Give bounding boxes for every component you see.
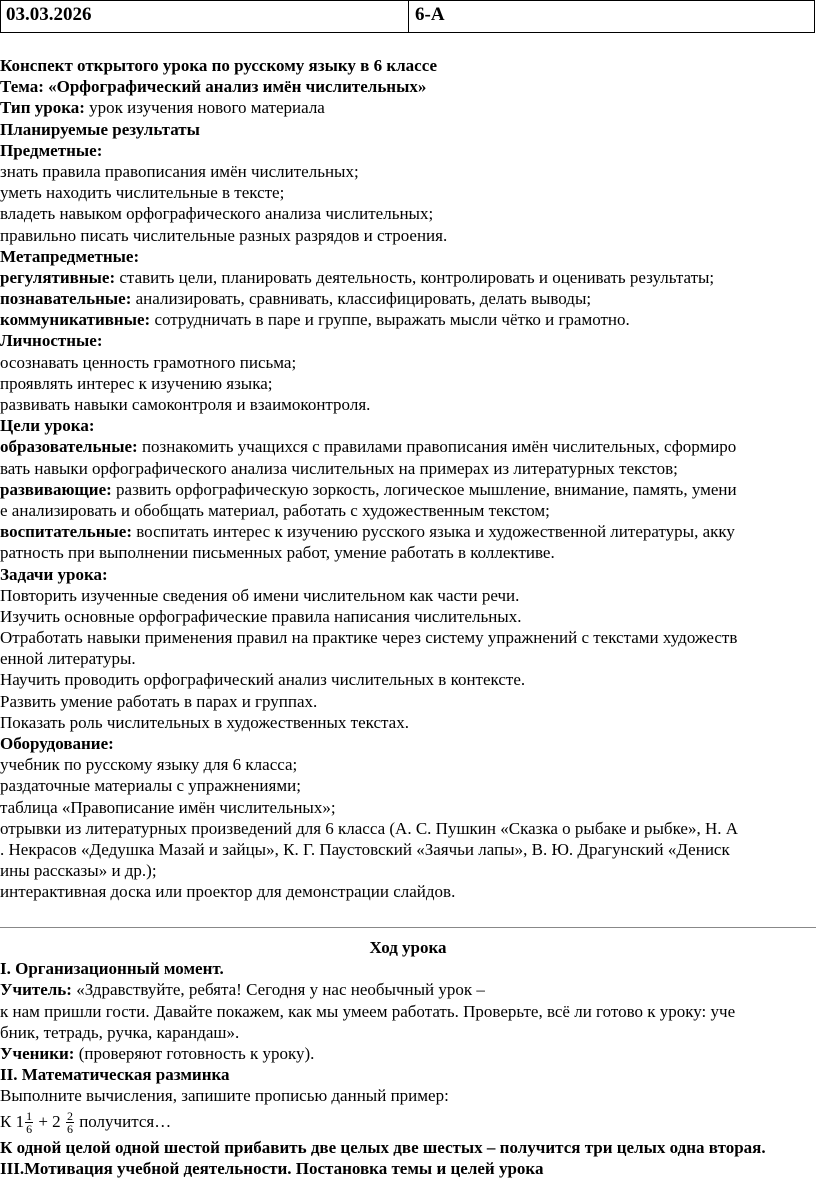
math-answer: К одной целой одной шестой прибавить две целых две шестых – получится три целых одна вторая. <box>0 1137 766 1157</box>
list-item: Повторить изученные сведения об имени числительном как части речи. <box>0 585 520 605</box>
list-item: Научить проводить орфографический анализ числительных в контексте. <box>0 670 526 690</box>
list-item: вать навыки орфографического анализа числительных на примерах из литературных текстов; <box>0 458 678 478</box>
section-1-title: I. Организационный момент. <box>0 959 224 979</box>
fraction: $\frac{1}{6}$ <box>26 1109 33 1137</box>
math-expression: К 1 $\frac{1}{6}$ + 2 $\frac{2}{6}$ получится… <box>0 1109 172 1137</box>
lesson-type: Тип урока: урок изучения нового материала <box>0 98 325 118</box>
list-item: раздаточные материалы с упражнениями; <box>0 776 301 796</box>
list-item: проявлять интерес к изучению языка; <box>0 373 273 393</box>
list-item: интерактивная доска или проектор для демонстрации слайдов. <box>0 882 456 902</box>
list-item: владеть навыком орфографического анализа числительных; <box>0 204 434 224</box>
list-item: ратность при выполнении письменных работ, умение работать в коллективе. <box>0 543 555 563</box>
list-item: развивающие: развить орфографическую зоркость, логическое мышление, внимание, память, умени <box>0 479 737 499</box>
fraction: $\frac{2}{6}$ <box>66 1109 73 1137</box>
list-item: е анализировать и обобщать материал, работать с художественным текстом; <box>0 500 550 520</box>
list-item: правильно писать числительные разных разрядов и строения. <box>0 225 448 245</box>
list-item: уметь находить числительные в тексте; <box>0 183 285 203</box>
tasks-heading: Задачи урока: <box>0 564 108 584</box>
document-body <box>0 55 816 903</box>
list-item: ины рассказы» и др.); <box>0 861 157 881</box>
list-item: коммуникативные: сотрудничать в паре и группе, выражать мысли чётко и грамотно. <box>0 310 630 330</box>
pupils-line: Ученики: (проверяют готовность к уроку). <box>0 1043 315 1063</box>
course-title: Ход урока <box>369 938 447 957</box>
teacher-line: Учитель: «Здравствуйте, ребята! Сегодня у нас необычный урок – <box>0 980 485 1000</box>
section-2-title: II. Математическая разминка <box>0 1065 230 1085</box>
header-table <box>0 0 815 33</box>
list-item: енной литературы. <box>0 649 136 669</box>
list-item: образовательные: познакомить учащихся с правилами правописания имён числительных, сформиро <box>0 437 737 457</box>
lesson-course <box>0 937 816 1179</box>
list-item: . Некрасов «Дедушка Мазай и зайцы», К. Г. Паустовский «Заячьи лапы», В. Ю. Драгунский «Дениск <box>0 839 730 859</box>
doc-theme: Тема: «Орфографический анализ имён числительных» <box>0 77 427 97</box>
list-item: познавательные: анализировать, сравнивать, классифицировать, делать выводы; <box>0 289 592 309</box>
list-item: Развить умение работать в парах и группах. <box>0 691 318 711</box>
list-item: Отработать навыки применения правил на практике через систему упражнений с текстами художеств <box>0 628 738 648</box>
list-item: учебник по русскому языку для 6 класса; <box>0 755 298 775</box>
list-item: отрывки из литературных произведений для 6 класса (А. С. Пушкин «Сказка о рыбаке и рыбке», Н. А <box>0 818 738 838</box>
doc-title: Конспект открытого урока по русскому языку в 6 классе <box>0 56 438 75</box>
list-item: Изучить основные орфографические правила написания числительных. <box>0 606 522 626</box>
personal-heading: Личностные: <box>0 331 103 351</box>
equipment-heading: Оборудование: <box>0 734 114 753</box>
section-2-instruction: Выполните вычисления, запишите прописью данный пример: <box>0 1086 449 1106</box>
teacher-line: к нам пришли гости. Давайте покажем, как мы умеем работать. Проверьте, всё ли готово к уроку: уче <box>0 1001 736 1021</box>
list-item: развивать навыки самоконтроля и взаимоконтроля. <box>0 395 371 414</box>
section-divider <box>0 927 816 928</box>
list-item: таблица «Правописание имён числительных»; <box>0 797 336 817</box>
list-item: Показать роль числительных в художественных текстах. <box>0 712 409 732</box>
meta-heading: Метапредметные: <box>0 246 140 266</box>
class-cell: 6-А <box>415 4 445 25</box>
date-cell: 03.03.2026 <box>1 1 409 32</box>
goals-heading: Цели урока: <box>0 416 95 436</box>
list-item: регулятивные: ставить цели, планировать деятельность, контролировать и оценивать результаты; <box>0 267 715 287</box>
section-3-title: III.Мотивация учебной деятельности. Постановка темы и целей урока <box>0 1158 544 1178</box>
subject-heading: Предметные: <box>0 140 103 160</box>
list-item: знать правила правописания имён числительных; <box>0 161 359 181</box>
list-item: воспитательные: воспитать интерес к изучению русского языка и художественной литературы, акку <box>0 522 735 542</box>
list-item: осознавать ценность грамотного письма; <box>0 352 297 372</box>
planned-heading: Планируемые результаты <box>0 119 200 139</box>
teacher-line: бник, тетрадь, ручка, карандаш». <box>0 1022 240 1042</box>
